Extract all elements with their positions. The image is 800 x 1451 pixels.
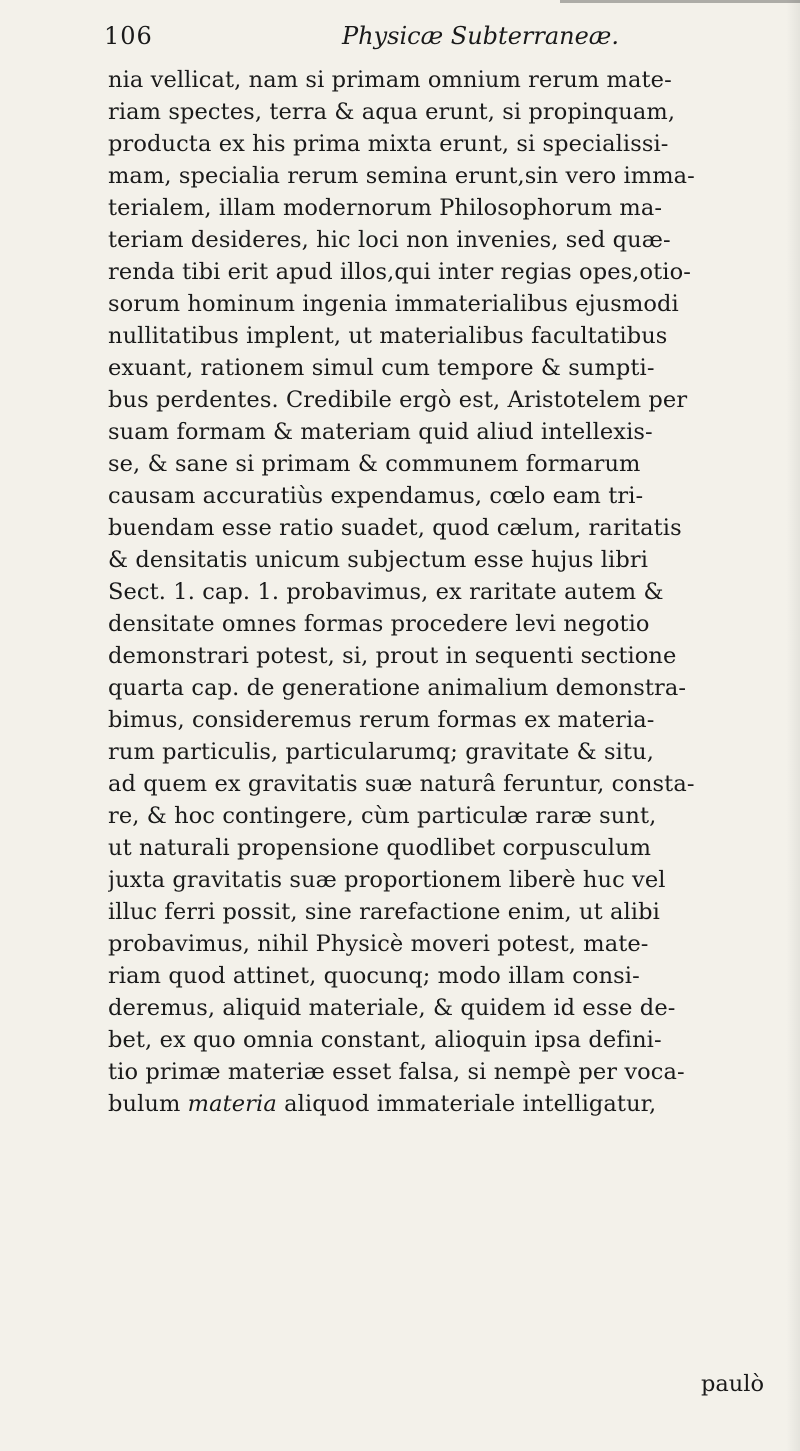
catchword: paulò (700, 1371, 764, 1397)
last-line-before: bulum (108, 1091, 188, 1117)
text-line: juxta gravitatis suæ proportionem liberè huc vel (108, 867, 666, 893)
text-line: & densitatis unicum subjectum esse hujus libri (108, 547, 649, 573)
last-line-italic-word: materia (187, 1091, 277, 1117)
text-line: quarta cap. de generatione animalium demonstra- (108, 675, 687, 701)
text-line: causam accuratiùs expendamus, cœlo eam tri- (108, 483, 644, 509)
text-line: Sect. 1. cap. 1. probavimus, ex raritate autem & (108, 579, 664, 605)
text-line: buendam esse ratio suadet, quod cælum, raritatis (108, 515, 682, 541)
page-header (104, 22, 724, 62)
text-line: se, & sane si primam & communem formarum (108, 451, 641, 477)
text-line: illuc ferri possit, sine rarefactione enim, ut alibi (108, 899, 660, 925)
text-line: densitate omnes formas procedere levi negotio (108, 611, 650, 637)
running-title: Physicæ Subterraneæ. (342, 22, 619, 50)
text-line: mam, specialia rerum semina erunt,sin vero imma- (108, 163, 695, 189)
text-line: suam formam & materiam quid aliud intellexis- (108, 419, 653, 445)
text-line: riam quod attinet, quocunq; modo illam consi- (108, 963, 640, 989)
text-line: bet, ex quo omnia constant, alioquin ipsa defini- (108, 1027, 662, 1053)
text-line: bus perdentes. Credibile ergò est, Aristotelem per (108, 387, 688, 413)
text-line: nia vellicat, nam si primam omnium rerum mate- (108, 67, 672, 93)
text-line: tio primæ materiæ esset falsa, si nempè per voca- (108, 1059, 685, 1085)
text-line: probavimus, nihil Physicè moveri potest, mate- (108, 931, 649, 957)
page-number: 106 (104, 22, 153, 50)
text-line: bimus, consideremus rerum formas ex materia- (108, 707, 655, 733)
text-line: rum particulis, particularumq; gravitate & situ, (108, 739, 654, 765)
last-line-after: aliquod immateriale intelligatur, (276, 1091, 657, 1117)
text-line: renda tibi erit apud illos,qui inter regias opes,otio- (108, 259, 691, 285)
text-line: deremus, aliquid materiale, & quidem id esse de- (108, 995, 676, 1021)
text-line: producta ex his prima mixta erunt, si specialissi- (108, 131, 669, 157)
text-line: terialem, illam modernorum Philosophorum ma- (108, 195, 663, 221)
body-text (108, 64, 768, 1120)
text-line: sorum hominum ingenia immaterialibus ejusmodi (108, 291, 679, 317)
text-line: nullitatibus implent, ut materialibus facultatibus (108, 323, 668, 349)
text-line: ut naturali propensione quodlibet corpusculum (108, 835, 652, 861)
top-rule (560, 0, 800, 3)
text-line: teriam desideres, hic loci non invenies, sed quæ- (108, 227, 671, 253)
text-line: exuant, rationem simul cum tempore & sumpti- (108, 355, 655, 381)
text-line: riam spectes, terra & aqua erunt, si propinquam, (108, 99, 676, 125)
text-line: re, & hoc contingere, cùm particulæ raræ sunt, (108, 803, 657, 829)
page-edge-shadow (786, 0, 800, 1451)
text-line: demonstrari potest, si, prout in sequenti sectione (108, 643, 677, 669)
text-line-last (108, 1088, 768, 1120)
text-line: ad quem ex gravitatis suæ naturâ feruntur, consta- (108, 771, 695, 797)
